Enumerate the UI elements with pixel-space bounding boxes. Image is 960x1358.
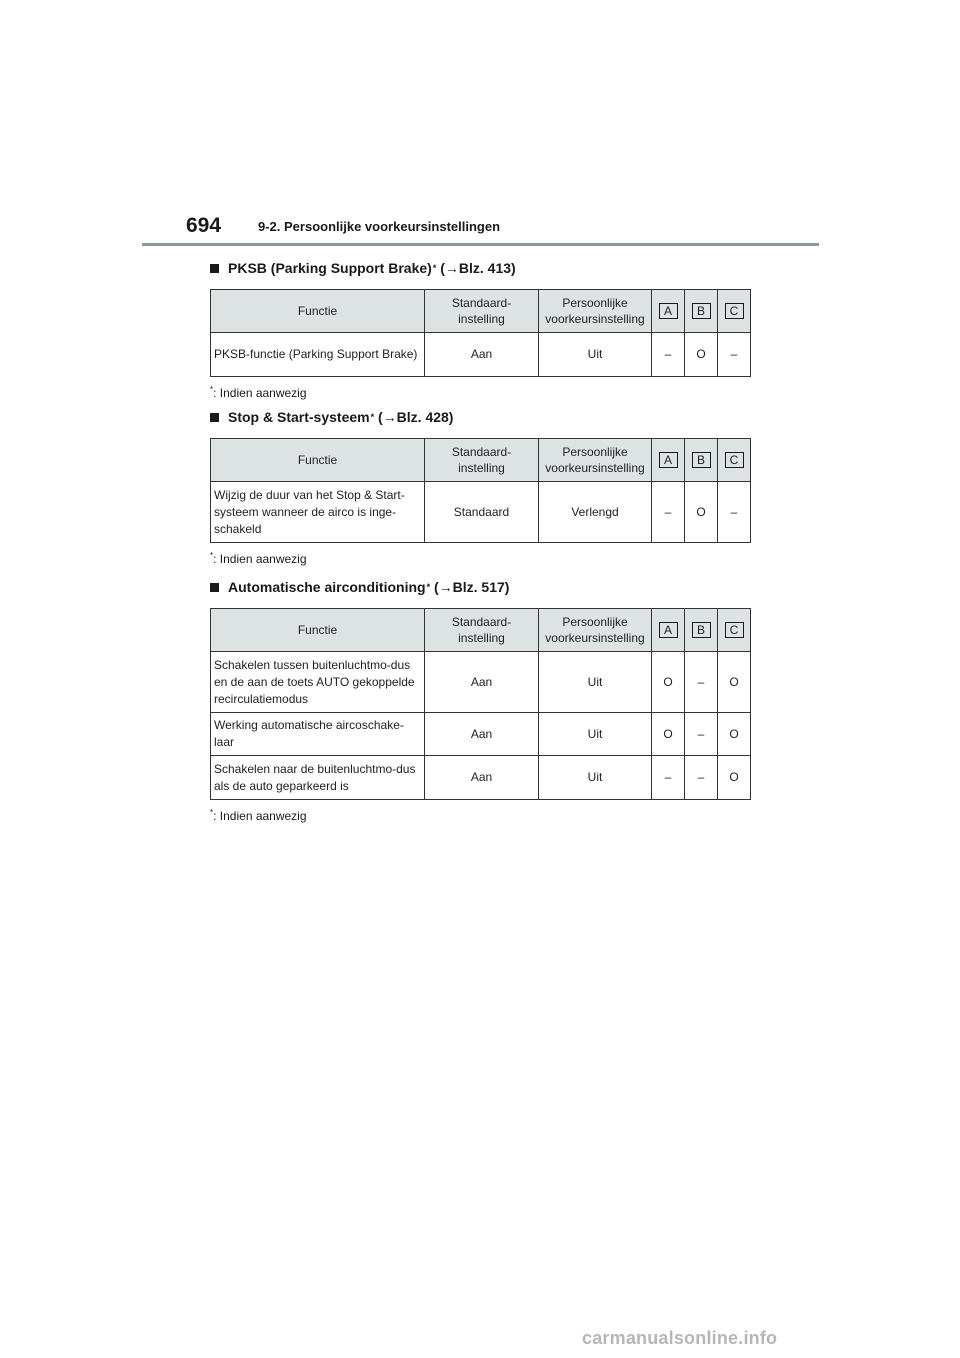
- header-personal: [539, 439, 652, 482]
- header-function: Functie: [211, 290, 425, 333]
- asterisk-mark: *: [426, 582, 431, 592]
- table-header-row: [211, 609, 751, 652]
- boxed-letter-b: B: [692, 622, 711, 638]
- cell-c: O: [718, 713, 751, 756]
- footnote: [210, 385, 751, 401]
- cell-standard: Aan: [425, 652, 539, 713]
- table-row: [211, 652, 751, 713]
- cell-standard: Aan: [425, 756, 539, 800]
- cell-b: O: [685, 482, 718, 543]
- cell-a: –: [652, 333, 685, 377]
- header-divider: [142, 243, 819, 246]
- footnote-mark: *: [210, 808, 214, 817]
- cell-function: Wijzig de duur van het Stop & Start-systeem wanneer de airco is inge-schakeld: [211, 482, 425, 543]
- page-number: 694: [186, 214, 222, 237]
- boxed-letter-c: C: [725, 622, 744, 638]
- section-airconditioning: [210, 576, 751, 824]
- table-header-row: [211, 290, 751, 333]
- header-standard-line2: instelling: [458, 631, 505, 645]
- cell-personal: Uit: [539, 652, 652, 713]
- cell-personal: Verlengd: [539, 482, 652, 543]
- cell-a: –: [652, 756, 685, 800]
- square-bullet-icon: [210, 264, 219, 273]
- header-col-b: [685, 290, 718, 333]
- header-standard-line1: Standaard-: [451, 296, 512, 310]
- header-standard-line2: instelling: [458, 312, 505, 326]
- boxed-letter-c: C: [725, 303, 744, 319]
- cell-function: Werking automatische aircoschake-laar: [211, 713, 425, 756]
- boxed-letter-a: A: [659, 452, 678, 468]
- header-standard: [425, 439, 539, 482]
- cell-c: –: [718, 333, 751, 377]
- header-personal-line2: voorkeursinstelling: [545, 631, 645, 645]
- page-reference: (→Blz. 428): [378, 409, 454, 425]
- table-row: [211, 713, 751, 756]
- footnote-mark: *: [210, 551, 214, 560]
- table-header-row: [211, 439, 751, 482]
- header-personal-line1: Persoonlijke: [562, 615, 628, 629]
- page-reference: (→Blz. 517): [433, 579, 510, 595]
- cell-c: –: [718, 482, 751, 543]
- asterisk-mark: *: [432, 263, 437, 273]
- header-personal: [539, 609, 652, 652]
- header-personal-line2: voorkeursinstelling: [545, 461, 645, 475]
- cell-standard: Standaard: [425, 482, 539, 543]
- footnote-text: : Indien aanwezig: [213, 552, 307, 566]
- cell-c: O: [718, 652, 751, 713]
- section-heading: [210, 576, 751, 598]
- header-personal-line2: voorkeursinstelling: [545, 312, 645, 326]
- cell-function: PKSB-functie (Parking Support Brake): [211, 333, 425, 377]
- cell-c: O: [718, 756, 751, 800]
- header-personal-line1: Persoonlijke: [562, 296, 628, 310]
- cell-personal: Uit: [539, 756, 652, 800]
- section-title: PKSB (Parking Support Brake): [228, 260, 432, 276]
- square-bullet-icon: [210, 583, 219, 592]
- header-standard-line2: instelling: [458, 461, 505, 475]
- boxed-letter-b: B: [692, 303, 711, 319]
- cell-function: Schakelen tussen buitenluchtmo-dus en de aan de toets AUTO gekoppelde recirculatiemodus: [211, 652, 425, 713]
- asterisk-mark: *: [370, 412, 375, 422]
- cell-b: –: [685, 713, 718, 756]
- footnote-text: : Indien aanwezig: [213, 386, 307, 400]
- cell-standard: Aan: [425, 333, 539, 377]
- header-col-b: [685, 609, 718, 652]
- section-pksb: [210, 257, 751, 401]
- chapter-title: 9-2. Persoonlijke voorkeursinstellingen: [258, 219, 501, 234]
- section-title: Stop & Start-systeem: [228, 409, 370, 425]
- footnote-mark: *: [210, 385, 214, 394]
- section-heading: [210, 257, 751, 279]
- header-col-a: [652, 290, 685, 333]
- footnote: [210, 551, 751, 567]
- boxed-letter-c: C: [725, 452, 744, 468]
- table-row: [211, 756, 751, 800]
- section-title: Automatische airconditioning: [228, 579, 426, 595]
- table-row: [211, 482, 751, 543]
- cell-personal: Uit: [539, 333, 652, 377]
- watermark: carmanualsonline.info: [582, 1328, 778, 1348]
- header-col-a: [652, 609, 685, 652]
- header-standard-line1: Standaard-: [451, 445, 512, 459]
- footnote-text: : Indien aanwezig: [213, 809, 307, 823]
- boxed-letter-a: A: [659, 622, 678, 638]
- header-function: Functie: [211, 609, 425, 652]
- cell-a: O: [652, 713, 685, 756]
- cell-personal: Uit: [539, 713, 652, 756]
- boxed-letter-b: B: [692, 452, 711, 468]
- header-col-c: [718, 290, 751, 333]
- header-standard: [425, 609, 539, 652]
- settings-table: [210, 438, 751, 543]
- header-col-c: [718, 609, 751, 652]
- section-heading: [210, 406, 751, 428]
- header-col-b: [685, 439, 718, 482]
- header-function: Functie: [211, 439, 425, 482]
- cell-standard: Aan: [425, 713, 539, 756]
- footnote: [210, 808, 751, 824]
- header-standard-line1: Standaard-: [451, 615, 512, 629]
- cell-b: –: [685, 652, 718, 713]
- section-stop-start: [210, 406, 751, 567]
- page-reference: (→Blz. 413): [440, 260, 516, 276]
- header-standard: [425, 290, 539, 333]
- cell-a: O: [652, 652, 685, 713]
- header-col-c: [718, 439, 751, 482]
- cell-b: O: [685, 333, 718, 377]
- settings-table: [210, 289, 751, 377]
- header-col-a: [652, 439, 685, 482]
- square-bullet-icon: [210, 413, 219, 422]
- cell-function: Schakelen naar de buitenluchtmo-dus als de auto geparkeerd is: [211, 756, 425, 800]
- table-row: [211, 333, 751, 377]
- cell-b: –: [685, 756, 718, 800]
- header-personal: [539, 290, 652, 333]
- boxed-letter-a: A: [659, 303, 678, 319]
- cell-a: –: [652, 482, 685, 543]
- header-personal-line1: Persoonlijke: [562, 445, 628, 459]
- settings-table: [210, 608, 751, 800]
